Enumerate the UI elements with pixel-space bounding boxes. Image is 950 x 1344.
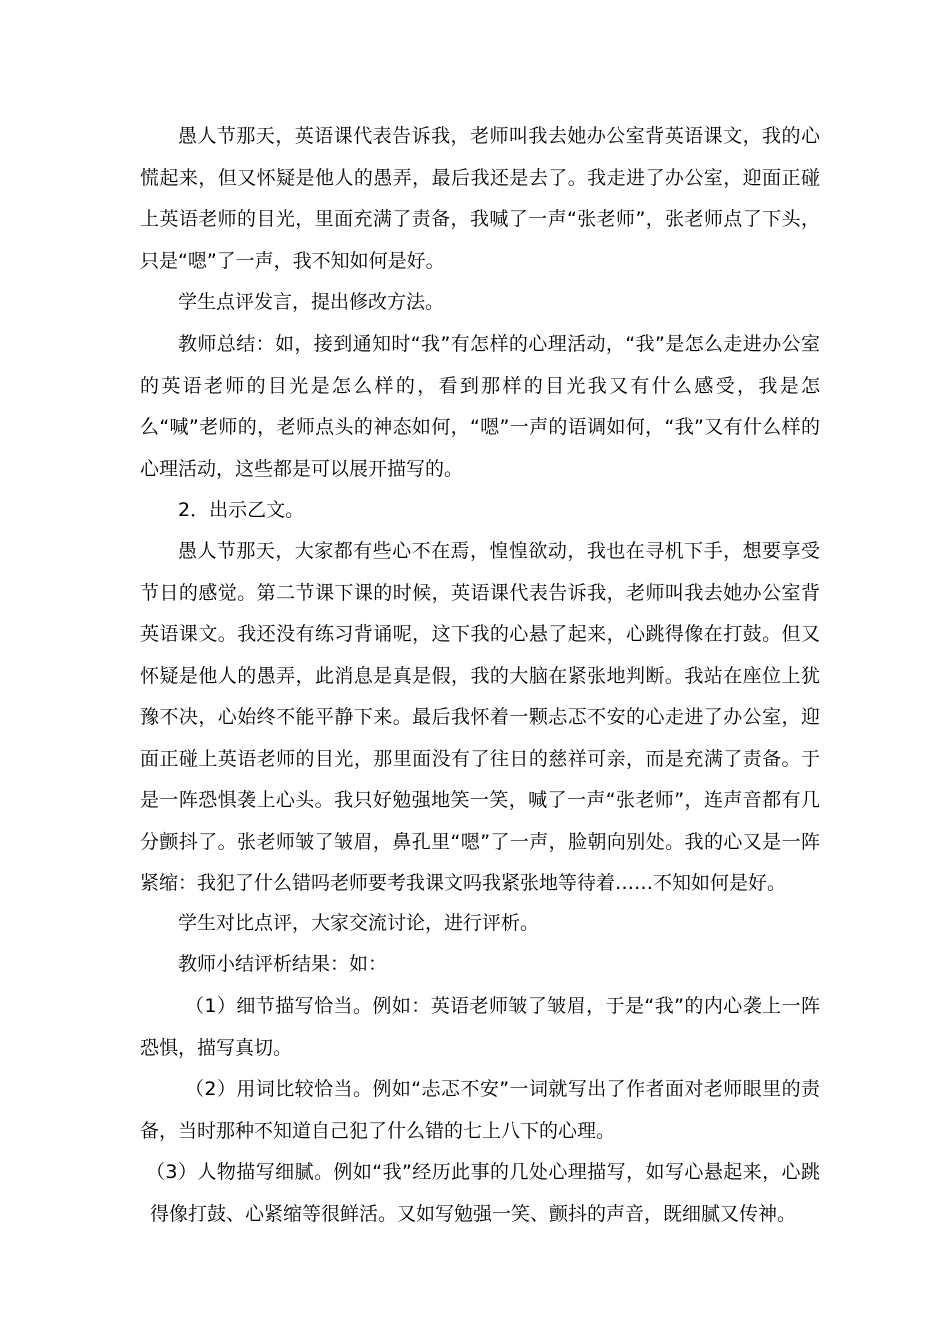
paragraph-section-heading: 2．出示乙文。: [178, 499, 305, 521]
paragraph-point-2: （2）用词比较恰当。例如“忐忑不安”一词就写出了作者面对老师眼里的责备，当时那种不知道自己犯了什么错的七上八下的心理。: [140, 1078, 820, 1142]
paragraph-jia-text: 愚人节那天，英语课代表告诉我，老师叫我去她办公室背英语课文，我的心慌起来，但又怀疑是他人的愚弄，最后我还是去了。我走进了办公室，迎面正碰上英语老师的目光，里面充满了责备，我喊了一声“张老师”，张老师点了下头，只是“嗯”了一声，我不知如何是好。: [140, 125, 820, 272]
paragraph-point-1: （1）细节描写恰当。例如：英语老师皱了皱眉，于是“我”的内心袭上一阵恐惧，描写真切。: [140, 995, 820, 1059]
paragraph-student-comment: 学生点评发言，提出修改方法。: [178, 291, 445, 313]
paragraph-yi-text: 愚人节那天，大家都有些心不在焉，惶惶欲动，我也在寻机下手，想要享受节日的感觉。第二节课下课的时候，英语课代表告诉我，老师叫我去她办公室背英语课文。我还没有练习背诵呢，这下我的心悬了起来，心跳得像在打鼓。但又怀疑是他人的愚弄，此消息是真是假，我的大脑在紧张地判断。我站在座位上犹豫不决，心始终不能平静下来。最后我怀着一颗忐忑不安的心走进了办公室，迎面正碰上英语老师的目光，那里面没有了往日的慈祥可亲，而是充满了责备。于是一阵恐惧袭上心头。我只好勉强地笑一笑，喊了一声“张老师”，连声音都有几分颤抖了。张老师皱了皱眉，鼻孔里“嗯”了一声，脸朝向别处。我的心又是一阵紧缩：我犯了什么错吗老师要考我课文吗我紧张地等待着……不知如何是好。: [140, 540, 820, 894]
paragraph-teacher-conclusion: 教师小结评析结果：如：: [178, 953, 388, 975]
paragraph-student-discussion: 学生对比点评，大家交流讨论，进行评析。: [178, 912, 540, 934]
paragraph-teacher-summary: 教师总结：如，接到通知时“我”有怎样的心理活动，“我”是怎么走进办公室的英语老师的目光是怎么样的，看到那样的目光我又有什么感受，我是怎么“喊”老师的，老师点头的神态如何，“嗯”一声的语调如何，“我”又有什么样的心理活动，这些都是可以展开描写的。: [140, 333, 820, 480]
paragraph-point-3: （3）人物描写细腻。例如“我”经历此事的几处心理描写，如写心悬起来，心跳得像打鼓、心紧缩等很鲜活。又如写勉强一笑、颤抖的声音，既细腻又传神。: [146, 1161, 820, 1225]
